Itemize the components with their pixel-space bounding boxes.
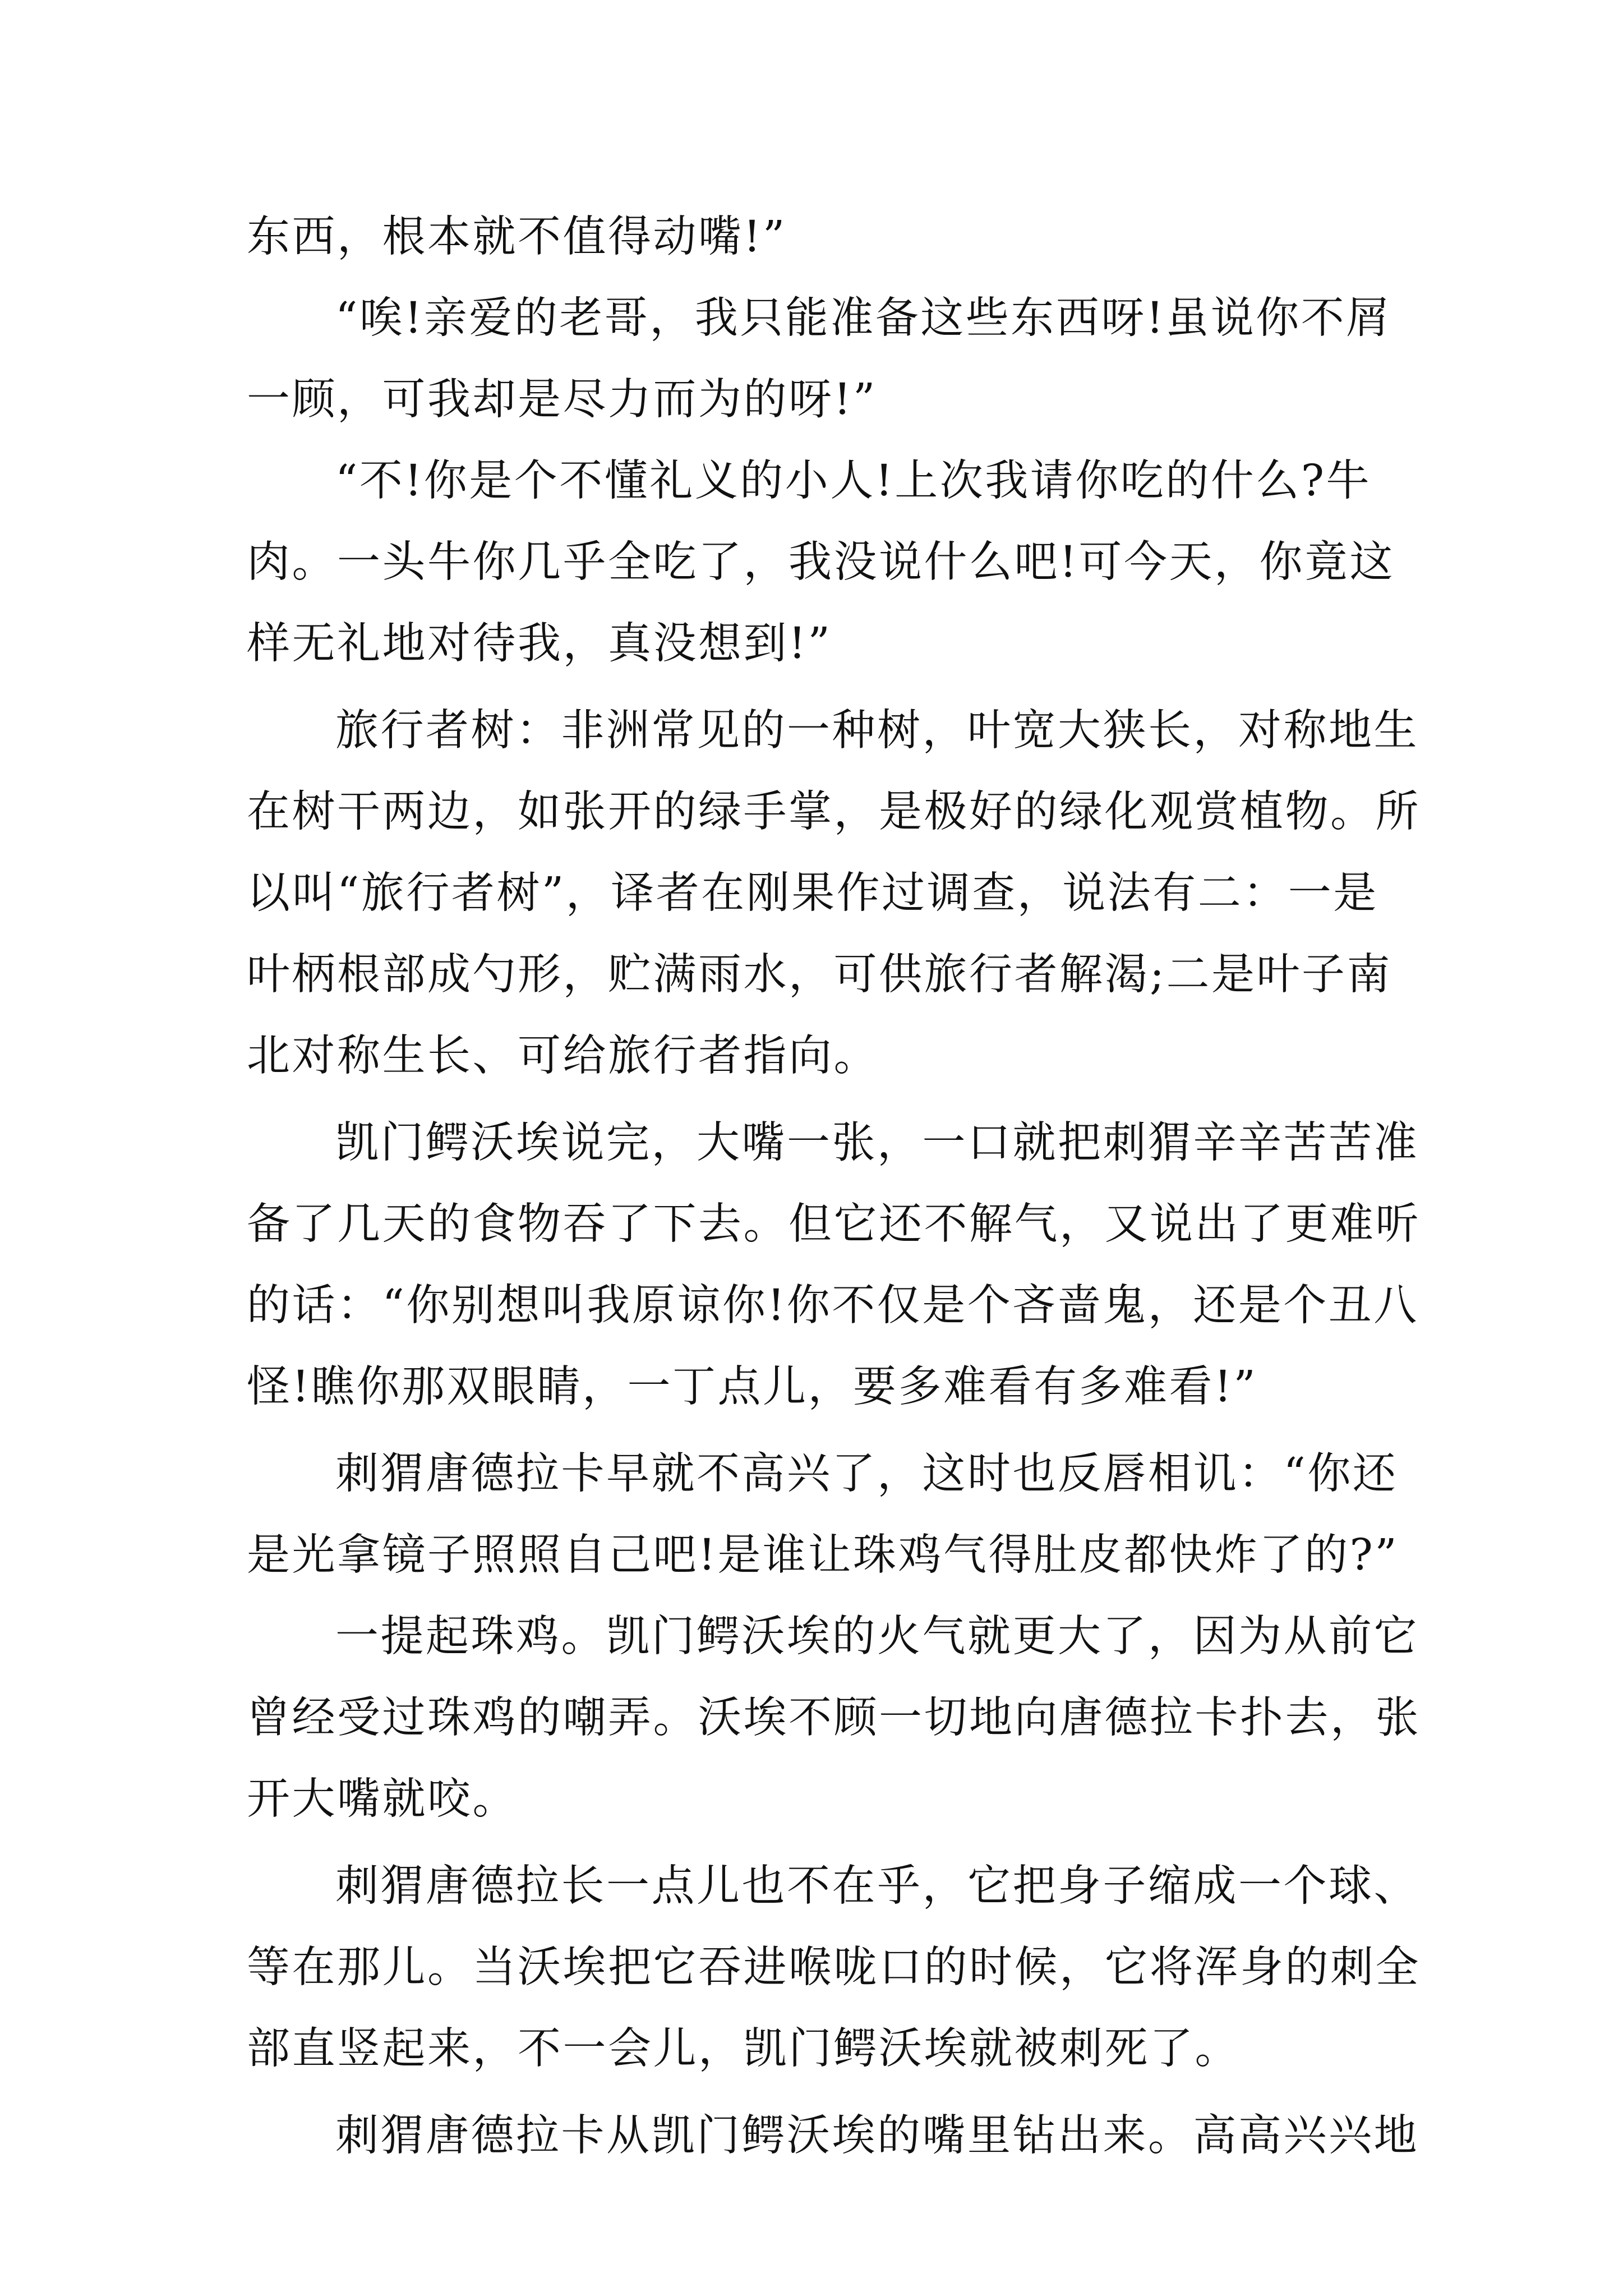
text-line: 开大嘴就咬。 [247,1774,518,1824]
text-line: 刺猬唐德拉卡从凯门鳄沃埃的嘴里钻出来。高高兴兴地 [335,2111,1419,2161]
text-line: 曾经受过珠鸡的嘲弄。沃埃不顾一切地向唐德拉卡扑去，张 [247,1693,1421,1743]
text-line: 样无礼地对待我，真没想到!” [247,619,832,669]
text-line: 东西，根本就不值得动嘴!” [247,212,787,262]
body-text [247,196,1421,2177]
text-line: 备了几天的食物吞了下去。但它还不解气，又说出了更难听 [247,1199,1421,1249]
text-line: “不!你是个不懂礼义的小人!上次我请你吃的什么?牛 [335,456,1372,506]
text-line: 一提起珠鸡。凯门鳄沃埃的火气就更大了，因为从前它 [335,1612,1419,1662]
text-line: 部直竖起来，不一会儿，凯门鳄沃埃就被刺死了。 [247,2024,1240,2074]
text-line: 旅行者树：非洲常见的一种树，叶宽大狭长，对称地生 [335,706,1419,756]
text-line: “唉!亲爱的老哥，我只能准备这些东西呀!虽说你不屑 [335,293,1391,343]
text-line: 等在那儿。当沃埃把它吞进喉咙口的时候，它将浑身的刺全 [247,1943,1421,1993]
text-line: 一顾，可我却是尽力而为的呀!” [247,375,877,425]
text-line: 肉。一头牛你几乎全吃了，我没说什么吧!可今天，你竟这 [247,537,1395,587]
text-line: 是光拿镜子照照自己吧!是谁让珠鸡气得肚皮都快炸了的?” [247,1530,1399,1580]
text-line: 的话：“你别想叫我原谅你!你不仅是个吝啬鬼，还是个丑八 [247,1281,1419,1331]
text-line: 凯门鳄沃埃说完，大嘴一张，一口就把刺猬辛辛苦苦准 [335,1118,1419,1168]
text-line: 北对称生长、可给旅行者指向。 [247,1031,879,1081]
text-line: 叶柄根部成勺形，贮满雨水，可供旅行者解渴;二是叶子南 [247,950,1392,1000]
text-line: 怪!瞧你那双眼睛，一丁点儿，要多难看有多难看!” [247,1362,1258,1412]
text-line: 刺猬唐德拉长一点儿也不在乎，它把身子缩成一个球、 [335,1861,1419,1911]
text-line: 以叫“旅行者树”，译者在刚果作过调查，说法有二：一是 [247,868,1378,918]
text-line: 刺猬唐德拉卡早就不高兴了，这时也反唇相讥：“你还 [335,1449,1398,1499]
text-line: 在树干两边，如张开的绿手掌，是极好的绿化观赏植物。所 [247,787,1421,837]
